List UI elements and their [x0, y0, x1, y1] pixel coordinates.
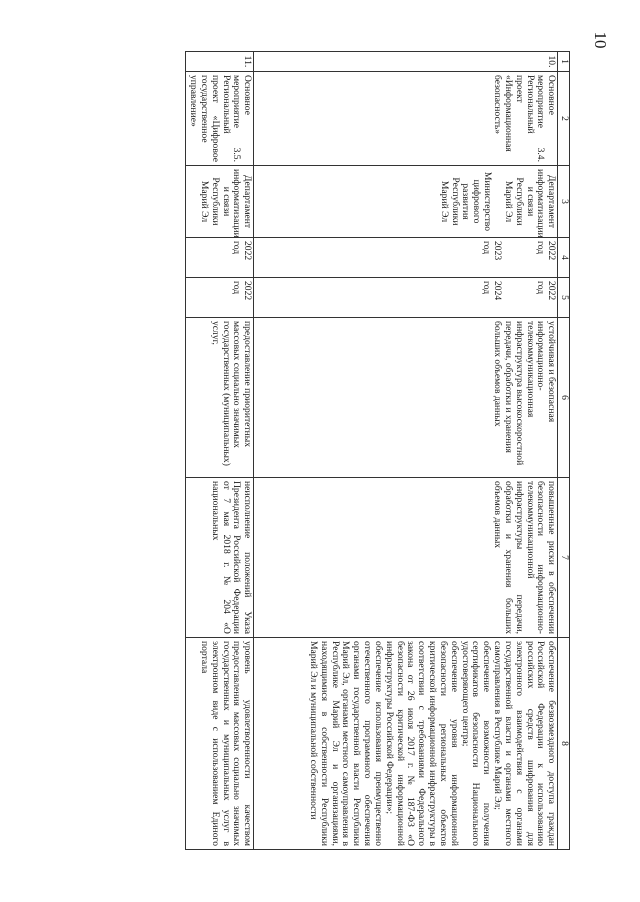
indicator-link: обеспечение безвозмездного доступа граждан Российской Федерации к использованию российских средств шифрования для электронного взаимодействия с органами государственной власти и органами местного самоуправления в Республике Марий Эл; [492, 641, 558, 846]
end-year: 2022 год [535, 281, 558, 301]
executor: Департамент информатизации и связи Республики Марий Эл [198, 169, 254, 238]
col-header: 2 [558, 72, 570, 166]
start-cell [186, 238, 254, 278]
event-name: Основное мероприятие 3.4. Региональный проект «Информационная безопасность» [254, 72, 558, 166]
start-year: 2022 год [535, 241, 558, 261]
end-year: 2022 год [231, 281, 254, 301]
col-header: 3 [558, 166, 570, 238]
table-row [186, 52, 254, 850]
expected-result: устойчивая и безопасная информационно-телекоммуникационная инфраструктура высокоскоростной передачи, обработки и хранения больших объемов данных [254, 318, 558, 478]
start-year: 2022 год [231, 241, 254, 261]
col-header: 5 [558, 278, 570, 318]
expected-result: предоставление приоритетных массовых социально значимых государственных (муниципальных) услуг, [186, 318, 254, 478]
start-cell [254, 238, 558, 278]
indicator-link: обеспечение использования преимущественно отечественного программного обеспечения органами государственной власти Республики Марий Эл, органами местного самоуправления в Республике Марий Эл и организациями, находящимися в собственности Республики Марий Эл и муниципальной собственности [307, 641, 384, 846]
executor: Департамент информатизации и связи Республики Марий Эл [502, 169, 558, 238]
row-number: 10. [254, 52, 558, 72]
executor: Министерство цифрового развития Республики Марий Эл [438, 171, 494, 232]
indicator-link-cell [254, 638, 558, 850]
end-year: 2024 год [480, 281, 503, 301]
col-header: 6 [558, 318, 570, 478]
col-header: 1 [558, 52, 570, 72]
table-row [254, 52, 558, 850]
column-number-row [558, 52, 570, 850]
row-number: 11. [186, 52, 254, 72]
end-cell [254, 278, 558, 318]
indicator-link: обеспечение уровня информационной безопасности региональных объектов критической информационной инфраструктуры в соответствии с требованиями Федерального закона от 26 июля 2017 г. № 187-ФЗ «О безопасности критической информационной инфраструктуры Российской Федерации»; [383, 641, 460, 846]
executors-cell [254, 166, 558, 238]
measures-table-sheet [70, 51, 570, 851]
col-header: 4 [558, 238, 570, 278]
col-header: 7 [558, 478, 570, 638]
consequences: неисполнение положений Указа Президента Российской Федерации от 7 мая 2018 г. № 204 «О национальных [186, 478, 254, 638]
page-number: 10 [591, 31, 610, 49]
event-name: Основное мероприятие 3.5. Региональный проект «Цифровое государственное управление» [186, 72, 254, 166]
consequences: повышенные риски в обеспечении безопасности информационно-телекоммуникационной инфраструктуры передачи, обработки и хранения больших объемов данных [254, 478, 558, 638]
end-cell [186, 278, 254, 318]
indicator-link: уровень удовлетворенности качеством предоставления массовых социально значимых государственных и муниципальных услуг в электронном виде с использованием Единого портала [198, 641, 254, 846]
measures-table [185, 51, 570, 850]
col-header: 8 [558, 638, 570, 850]
start-year: 2023 год [480, 241, 503, 261]
indicator-link: обеспечение возможности получения сертификатов безопасности Национального удостоверяющего центра; [459, 641, 493, 846]
indicator-link-cell [186, 638, 254, 850]
executors-cell [186, 166, 254, 238]
